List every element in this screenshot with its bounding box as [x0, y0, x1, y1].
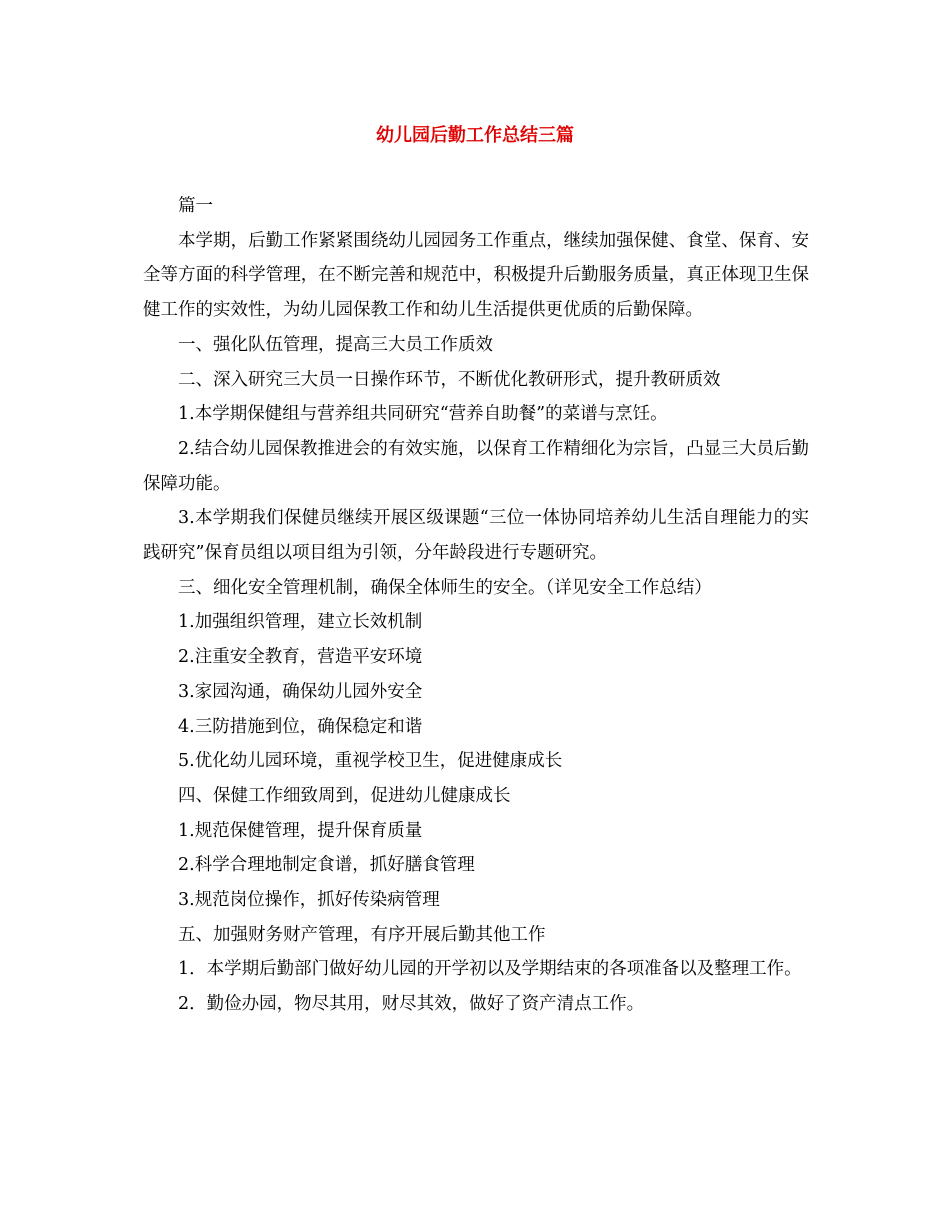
list-item: 1.加强组织管理，建立长效机制 — [178, 612, 423, 633]
list-item: 2.注重安全教育，营造平安环境 — [178, 647, 423, 668]
list-item: 2.科学合理地制定食谱，抓好膳食管理 — [178, 855, 475, 876]
list-item: 5.优化幼儿园环境，重视学校卫生，促进健康成长 — [178, 751, 563, 772]
section-heading-3: 三、细化安全管理机制，确保全体师生的安全。（详见安全工作总结） — [178, 577, 712, 598]
intro-paragraph: 本学期，后勤工作紧紧围绕幼儿园园务工作重点，继续加强保健、食堂、保育、安全等方面的科学管理，在不断完善和规范中，积极提升后勤服务质量，真正体现卫生保健工作的实效性，为幼儿园保教工作和幼儿生活提供更优质的后勤保障。 — [143, 230, 809, 321]
list-item: 3.本学期我们保健员继续开展区级课题“三位一体协同培养幼儿生活自理能力的实践研究”保育员组以项目组为引领，分年龄段进行专题研究。 — [143, 508, 809, 564]
section-heading-4: 四、保健工作细致周到，促进幼儿健康成长 — [178, 785, 511, 806]
list-item: 1.规范保健管理，提升保育质量 — [178, 820, 423, 841]
list-item: 2．勤俭办园，物尽其用，财尽其效，做好了资产清点工作。 — [178, 994, 645, 1015]
document-title: 幼儿园后勤工作总结三篇 — [376, 125, 574, 146]
list-item: 3.家园沟通，确保幼儿园外安全 — [178, 681, 423, 702]
document-body — [143, 189, 809, 1022]
section-heading-1: 一、强化队伍管理，提高三大员工作质效 — [178, 334, 493, 355]
section-heading-2: 二、深入研究三大员一日操作环节，不断优化教研形式，提升教研质效 — [178, 369, 721, 390]
list-item: 1.本学期保健组与营养组共同研究“营养自助餐”的菜谱与烹饪。 — [178, 404, 668, 425]
section-heading-5: 五、加强财务财产管理，有序开展后勤其他工作 — [178, 924, 546, 945]
list-item: 2.结合幼儿园保教推进会的有效实施，以保育工作精细化为宗旨，凸显三大员后勤保障功能。 — [143, 438, 809, 494]
list-item: 4.三防措施到位，确保稳定和谐 — [178, 716, 423, 737]
list-item: 3.规范岗位操作，抓好传染病管理 — [178, 890, 440, 911]
list-item: 1．本学期后勤部门做好幼儿园的开学初以及学期结束的各项准备以及整理工作。 — [178, 959, 802, 980]
section-heading-part-one: 篇一 — [178, 196, 213, 216]
